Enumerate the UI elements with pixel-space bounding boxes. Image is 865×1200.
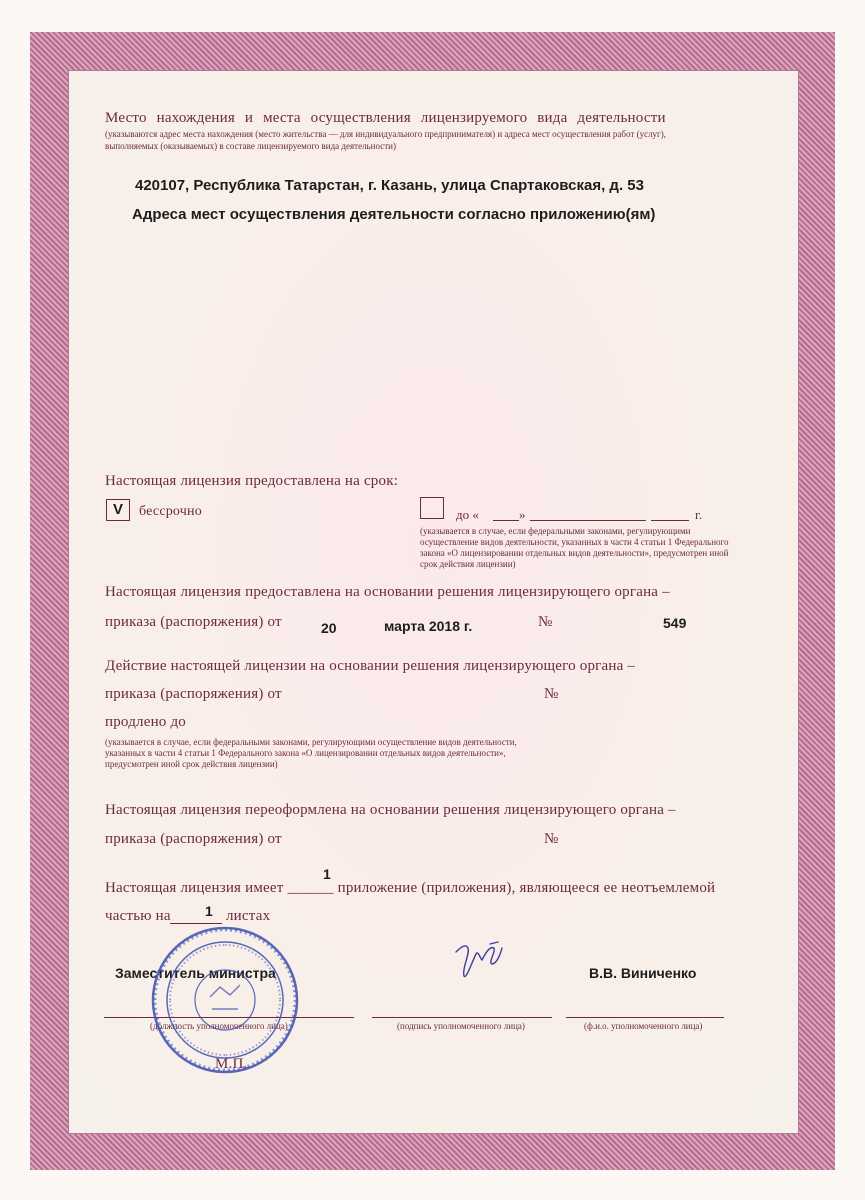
signatory-position: Заместитель министра <box>115 965 276 981</box>
signatory-name: В.В. Виниченко <box>589 965 697 981</box>
appendix-line1: Настоящая лицензия имеет ______ приложение (приложения), являющееся ее неотъемлемой <box>105 880 716 896</box>
until-year-suffix: г. <box>695 507 703 522</box>
indefinite-label: бессрочно <box>139 504 202 519</box>
name-caption: (ф.и.о. уполномоченного лица) <box>584 1021 703 1031</box>
until-prefix: до « <box>456 507 479 522</box>
appendix-line2-prefix: частью на <box>105 908 171 924</box>
term-heading: Настоящая лицензия предоставлена на срок: <box>105 473 399 489</box>
granted-line2: приказа (распоряжения) от <box>105 614 282 630</box>
appendix-line2-suffix: листах <box>226 908 271 924</box>
granted-month-year: марта 2018 г. <box>384 618 473 634</box>
reissue-number-sign: № <box>544 831 559 847</box>
name-line <box>566 1017 724 1018</box>
addresses-note: Адреса мест осуществления деятельности согласно приложению(ям) <box>132 206 656 223</box>
extension-line2: приказа (распоряжения) от <box>105 686 282 702</box>
address-value: 420107, Республика Татарстан, г. Казань, улица Спартаковская, д. 53 <box>135 177 644 194</box>
indefinite-checkbox[interactable] <box>106 499 130 521</box>
location-note-line1: (указываются адрес места нахождения (место жительства — для индивидуального предпринимателя) и адреса мест осуществления работ (услуг), <box>105 129 666 139</box>
appendix-pages-line <box>170 923 222 924</box>
official-stamp <box>150 925 300 1075</box>
until-day-line <box>493 520 519 521</box>
stamp-label: М.П. <box>215 1056 248 1072</box>
until-checkbox[interactable] <box>420 497 444 519</box>
granted-line1: Настоящая лицензия предоставлена на основании решения лицензирующего органа – <box>105 584 670 600</box>
position-caption: (должность уполномоченного лица) <box>150 1021 288 1031</box>
signature-caption: (подпись уполномоченного лица) <box>397 1021 525 1031</box>
appendix-pages: 1 <box>205 903 213 919</box>
location-note-line2: выполняемых (оказываемых) в составе лицензируемого вида деятельности) <box>105 141 396 151</box>
extension-line1: Действие настоящей лицензии на основании решения лицензирующего органа – <box>105 658 636 674</box>
location-title: Место нахождения и места осуществления лицензируемого вида деятельности <box>105 110 666 126</box>
extended-until-label: продлено до <box>105 714 186 730</box>
signature-line <box>372 1017 552 1018</box>
until-month-line <box>530 520 646 521</box>
extension-note: (указывается в случае, если федеральными законами, регулирующими осуществление видов деятельности, указанных в части 4 статьи 1 Федерального закона «О лицензировании отдельных видов деятельности», предусмотрен иной срок действия лицензии) <box>105 737 517 769</box>
until-year-line <box>651 520 689 521</box>
handwritten-signature <box>452 938 507 983</box>
checkbox-mark: V <box>113 501 124 518</box>
granted-day: 20 <box>321 620 337 636</box>
reissue-line1: Настоящая лицензия переоформлена на основании решения лицензирующего органа – <box>105 802 676 818</box>
until-mid: » <box>519 507 526 522</box>
until-note: (указывается в случае, если федеральными законами, регулирующими осуществление видов деятельности, указанных в части 4 статьи 1 Федерального закона «О лицензировании отдельных видов деятельности», предусмотрен иной срок действия лицензии) <box>420 526 729 569</box>
reissue-line2: приказа (распоряжения) от <box>105 831 282 847</box>
granted-number-sign: № <box>538 614 553 630</box>
extension-number-sign: № <box>544 686 559 702</box>
granted-number: 549 <box>663 615 687 631</box>
appendix-count: 1 <box>323 866 331 882</box>
